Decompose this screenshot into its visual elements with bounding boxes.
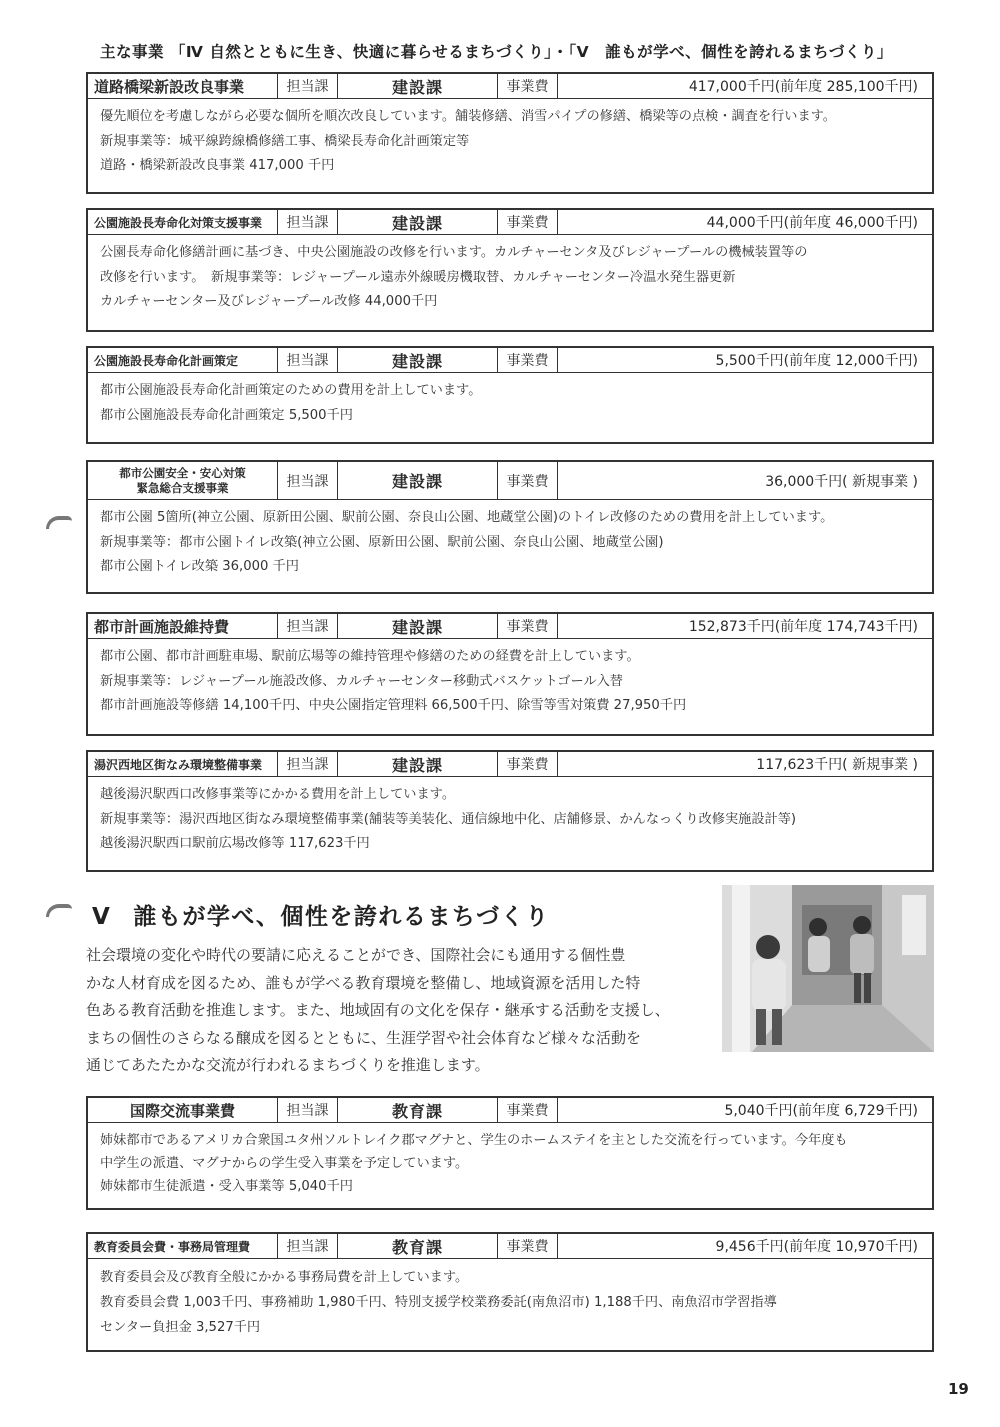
cost-label: 事業費 bbox=[498, 752, 558, 776]
project-box bbox=[86, 612, 934, 736]
description-line: 都市公園施設長寿命化計画策定 5,500千円 bbox=[100, 407, 353, 423]
cost-value: 5,040千円(前年度 6,729千円) bbox=[724, 1103, 918, 1119]
project-box bbox=[86, 750, 934, 872]
department-label: 担当課 bbox=[278, 210, 338, 234]
intro-line: 色ある教育活動を推進します。また、地域固有の文化を保存・継承する活動を支援し、 bbox=[86, 1001, 670, 1019]
project-box bbox=[86, 346, 934, 444]
description-line: 都市公園施設長寿命化計画策定のための費用を計上しています。 bbox=[100, 383, 482, 398]
section-title bbox=[92, 898, 550, 931]
page-header: 主な事業 「Ⅳ 自然とともに生き、快適に暮らせるまちづくり」・「Ⅴ 誰もが学べ、個性を誇れるまちづくり」 bbox=[100, 43, 893, 61]
department-label: 担当課 bbox=[278, 348, 338, 372]
project-header-row bbox=[88, 348, 932, 373]
section-intro bbox=[86, 942, 718, 1080]
cost-value: 417,000千円(前年度 285,100千円) bbox=[688, 79, 918, 95]
department-value: 建設課 bbox=[338, 752, 498, 776]
section-number: Ⅴ bbox=[92, 904, 112, 930]
project-header-row bbox=[88, 1234, 932, 1259]
project-box bbox=[86, 1232, 934, 1352]
department-value: 教育課 bbox=[338, 1234, 498, 1258]
project-name: 公園施設長寿命化対策支援事業 bbox=[88, 210, 278, 234]
cost-label: 事業費 bbox=[498, 1098, 558, 1122]
project-description bbox=[88, 1123, 932, 1202]
project-name bbox=[88, 462, 278, 499]
description-line: 都市計画施設等修繕 14,100千円、中央公園指定管理料 66,500千円、除雪等雪対策費 27,950千円 bbox=[100, 698, 687, 713]
cost-label: 事業費 bbox=[498, 348, 558, 372]
project-name: 道路橋梁新設改良事業 bbox=[88, 74, 278, 98]
project-name-line: 都市公園安全・安心対策 bbox=[119, 465, 246, 480]
description-line: 都市公園、都市計画駐車場、駅前広場等の維持管理や修繕のための経費を計上しています。 bbox=[100, 649, 640, 664]
cost-label: 事業費 bbox=[498, 1234, 558, 1258]
intro-line: 通じてあたたかな交流が行われるまちづくりを推進します。 bbox=[86, 1056, 490, 1074]
project-name: 国際交流事業費 bbox=[88, 1098, 278, 1122]
project-description bbox=[88, 235, 932, 319]
department-value: 教育課 bbox=[338, 1098, 498, 1122]
department-value: 建設課 bbox=[338, 462, 498, 499]
description-line: 新規事業等：レジャープール施設改修、カルチャーセンター移動式バスケットゴール入替 bbox=[100, 673, 623, 689]
cost-label: 事業費 bbox=[498, 74, 558, 98]
project-name: 教育委員会費・事務局管理費 bbox=[88, 1234, 278, 1258]
description-line: 道路・橋梁新設改良事業 417,000 千円 bbox=[100, 158, 335, 173]
department-label: 担当課 bbox=[278, 74, 338, 98]
intro-line: 社会環境の変化や時代の要請に応えることができ、国際社会にも通用する個性豊 bbox=[86, 946, 626, 964]
section-title-text: 誰もが学べ、個性を誇れるまちづくり bbox=[133, 904, 550, 930]
project-header-row bbox=[88, 462, 932, 500]
description-line: 姉妹都市であるアメリカ合衆国ユタ州ソルトレイク郡マグナと、学生のホームステイを主とした交流を行っています。今年度も bbox=[100, 1133, 848, 1148]
cost-value: 44,000千円(前年度 46,000千円) bbox=[706, 215, 918, 231]
description-line: 都市公園 5箇所(神立公園、原新田公園、駅前公園、奈良山公園、地蔵堂公園)のトイレ改修のための費用を計上しています。 bbox=[100, 510, 834, 525]
school-children-photo bbox=[722, 885, 934, 1052]
cost-label: 事業費 bbox=[498, 462, 558, 499]
department-value: 建設課 bbox=[338, 74, 498, 98]
photo-illustration bbox=[722, 885, 934, 1052]
project-description bbox=[88, 1259, 932, 1344]
project-name: 都市計画施設維持費 bbox=[88, 614, 278, 638]
project-description bbox=[88, 500, 932, 584]
cost-value: 152,873千円(前年度 174,743千円) bbox=[688, 619, 918, 635]
project-name: 公園施設長寿命化計画策定 bbox=[88, 348, 278, 372]
description-line: 姉妹都市生徒派遣・受入事業等 5,040千円 bbox=[100, 1179, 353, 1194]
project-header-row bbox=[88, 614, 932, 639]
project-header-row bbox=[88, 1098, 932, 1123]
project-box bbox=[86, 72, 934, 194]
project-name: 湯沢西地区街なみ環境整備事業 bbox=[88, 752, 278, 776]
intro-line: かな人材育成を図るため、誰もが学べる教育環境を整備し、地域資源を活用した特 bbox=[86, 973, 641, 992]
description-line: 改修を行います。 新規事業等：レジャープール遠赤外線暖房機取替、カルチャーセンター冷温水発生器更新 bbox=[100, 269, 736, 285]
description-line: カルチャーセンター及びレジャープール改修 44,000千円 bbox=[100, 294, 438, 309]
description-line: 中学生の派遣、マグナからの学生受入事業を予定しています。 bbox=[100, 1156, 469, 1171]
project-description bbox=[88, 99, 932, 183]
project-header-row bbox=[88, 752, 932, 777]
cost-value: 36,000千円( 新規事業 ) bbox=[765, 473, 918, 490]
project-header-row bbox=[88, 210, 932, 235]
project-box bbox=[86, 208, 934, 332]
department-label: 担当課 bbox=[278, 614, 338, 638]
department-label: 担当課 bbox=[278, 1098, 338, 1122]
department-value: 建設課 bbox=[338, 614, 498, 638]
description-line: 越後湯沢駅西口改修事業等にかかる費用を計上しています。 bbox=[100, 787, 456, 802]
description-line: 都市公園トイレ改築 36,000 千円 bbox=[100, 559, 299, 574]
description-line: 新規事業等：湯沢西地区街なみ環境整備事業(舗装等美装化、通信線地中化、店舗修景、かんなっくり改修実施設計等) bbox=[100, 811, 797, 827]
department-label: 担当課 bbox=[278, 1234, 338, 1258]
description-line: 優先順位を考慮しながら必要な個所を順次改良しています。舗装修繕、消雪パイプの修繕、橋梁等の点検・調査を行います。 bbox=[100, 109, 836, 124]
department-label: 担当課 bbox=[278, 462, 338, 499]
project-header-row bbox=[88, 74, 932, 99]
section-tab-icon bbox=[46, 516, 72, 529]
section-tab-icon bbox=[46, 904, 72, 917]
cost-label: 事業費 bbox=[498, 614, 558, 638]
cost-value: 117,623千円( 新規事業 ) bbox=[756, 757, 918, 773]
cost-label: 事業費 bbox=[498, 210, 558, 234]
department-value: 建設課 bbox=[338, 210, 498, 234]
description-line: 新規事業等：都市公園トイレ改築(神立公園、原新田公園、駅前公園、奈良山公園、地蔵堂公園) bbox=[100, 534, 664, 550]
description-line: センター負担金 3,527千円 bbox=[100, 1320, 261, 1335]
description-line: 新規事業等：城平線跨線橋修繕工事、橋梁長寿命化計画策定等 bbox=[100, 133, 470, 149]
intro-line: まちの個性のさらなる醸成を図るとともに、生涯学習や社会体育など様々な活動を bbox=[86, 1028, 642, 1047]
project-description bbox=[88, 639, 932, 723]
project-description bbox=[88, 373, 932, 432]
cost-value: 9,456千円(前年度 10,970千円) bbox=[715, 1239, 918, 1255]
page-number: 19 bbox=[948, 1380, 969, 1398]
department-label: 担当課 bbox=[278, 752, 338, 776]
cost-value: 5,500千円(前年度 12,000千円) bbox=[715, 353, 918, 369]
department-value: 建設課 bbox=[338, 348, 498, 372]
project-box bbox=[86, 460, 934, 594]
description-line: 教育委員会費 1,003千円、事務補助 1,980千円、特別支援学校業務委託(南魚沼市) 1,188千円、南魚沼市学習指導 bbox=[100, 1295, 777, 1310]
project-name-line: 緊急総合支援事業 bbox=[136, 480, 229, 495]
description-line: 越後湯沢駅西口駅前広場改修等 117,623千円 bbox=[100, 836, 370, 851]
project-description bbox=[88, 777, 932, 861]
description-line: 公園長寿命化修繕計画に基づき、中央公園施設の改修を行います。カルチャーセンタ及びレジャープールの機械装置等の bbox=[100, 245, 808, 260]
project-box bbox=[86, 1096, 934, 1210]
description-line: 教育委員会及び教育全般にかかる事務局費を計上しています。 bbox=[100, 1270, 469, 1285]
